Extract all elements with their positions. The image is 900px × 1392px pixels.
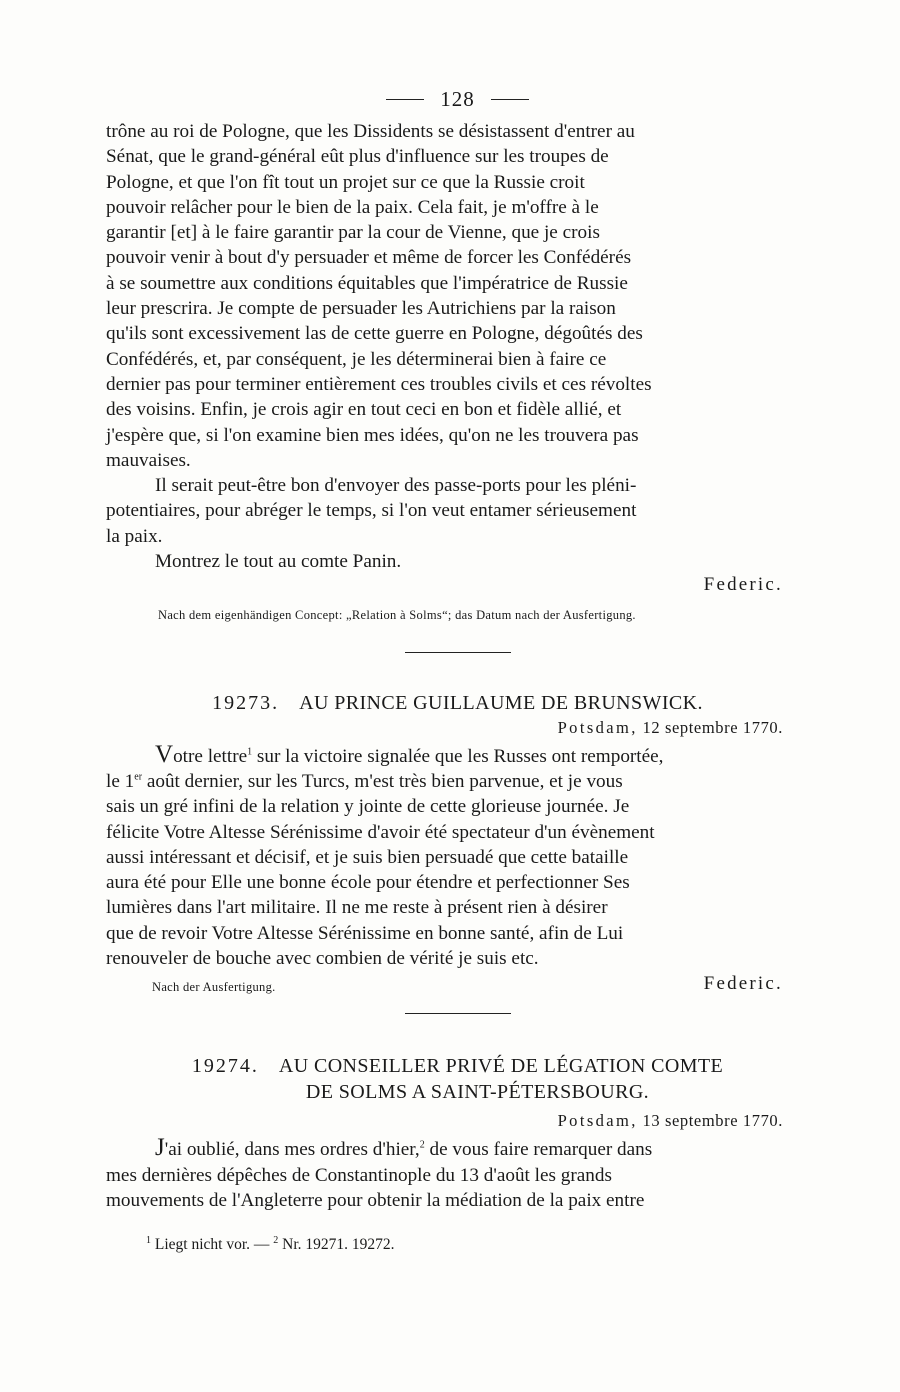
text-line: mouvements de l'Angleterre pour obtenir la médiation de la paix entre [106,1189,645,1211]
letter-number: 19274. [191,1055,259,1078]
section-rule-2 [405,1013,511,1014]
panin-line: Montrez le tout au comte Panin. [155,550,402,572]
right-dash [491,99,529,100]
footnote-ref-1[interactable]: 1 [247,746,253,758]
initial-letter: V [155,740,174,768]
text-line: mauvaises. [106,449,191,471]
initial-letter: J [155,1134,165,1162]
letter-lines [106,1163,809,1214]
letter-heading-19273 [106,690,809,716]
signature-2: Federic. [703,973,783,995]
text-line: qu'ils sont excessivement las de cette guerre en Pologne, dégoûtés des [106,323,643,345]
letter-19273 [106,690,809,996]
text-line: Sénat, que le grand-général eût plus d'influence sur les troupes de [106,146,609,168]
text-line: lumières dans l'art militaire. Il ne me reste à présent rien à désirer [106,897,608,919]
letter-second-line [106,769,809,794]
letter-first-line [106,742,809,769]
top-paragraph [106,119,809,473]
letter-heading-19274 [106,1053,809,1105]
letter-date: 12 septembre 1770. [642,717,783,737]
page-number-header [106,86,809,112]
letter-place: Potsdam, [557,1111,638,1131]
letter-number: 19273. [212,691,280,714]
left-dash [386,99,424,100]
text-line: félicite Votre Altesse Sérénissime d'avoir été spectateur d'un évènement [106,821,655,843]
letter-19274 [106,1053,809,1213]
letter-date-19274 [106,1109,809,1133]
text-line: aussi intéressant et décisif, et je suis bien persuadé que cette bataille [106,846,629,868]
continued-letter [106,119,809,629]
source-note-2: Nach der Ausfertigung. [152,980,276,995]
text-line: mes dernières dépêches de Constantinople du 13 d'août les grands [106,1164,612,1186]
text-line: des voisins. Enfin, je crois agir en tout ceci en bon et fidèle allié, et [106,399,622,421]
footnote-text-1: Liegt nicht vor. — [151,1236,274,1254]
text-line: renouveler de bouche avec combien de vérité je suis etc. [106,948,539,970]
line-text: otre lettre [173,745,248,767]
letter-title-2: DE SOLMS A SAINT-PÉTERSBOURG. [305,1081,650,1104]
section-rule-1 [405,652,511,653]
line-text: le 1 [106,770,135,792]
footnote-ref-2[interactable]: 2 [419,1139,425,1151]
text-line: Confédérés, et, par conséquent, je les déterminerai bien à faire ce [106,348,607,370]
text-line: à se soumettre aux conditions équitables que l'impératrice de Russie [106,272,628,294]
text-line: que de revoir Votre Altesse Sérénissime en bonne santé, afin de Lui [106,922,624,944]
passports-paragraph [106,473,809,549]
letter-place: Potsdam, [557,717,638,737]
letter-footer-19273 [106,973,809,995]
line-text: 'ai oublié, dans mes ordres d'hier, [164,1139,420,1161]
line-text: sur la victoire signalée que les Russes ont remportée, [252,745,664,767]
letter-title: AU PRINCE GUILLAUME DE BRUNSWICK. [299,691,703,714]
text-line: sais un gré infini de la relation y jointe de cette glorieuse journée. Je [106,796,630,818]
signature-1: Federic. [703,574,783,596]
footnote-mark-1: 1 [146,1235,151,1247]
text-line: Il serait peut-être bon d'envoyer des passe-ports pour les pléni- [155,475,637,497]
closing-row [106,549,809,574]
page-number: 128 [440,86,475,111]
source-note-1: Nach dem eigenhändigen Concept: „Relation à Solms“; das Datum nach der Ausfertigung. [158,608,636,623]
text-line: aura été pour Elle une bonne école pour étendre et perfectionner Ses [106,872,630,894]
letter-lines [106,794,809,971]
text-line: trône au roi de Pologne, que les Dissidents se désistassent d'entrer au [106,121,635,142]
text-line: dernier pas pour terminer entièrement ces troubles civils et ces révoltes [106,373,652,395]
document-page [106,86,809,1256]
ordinal-suffix: er [134,771,143,783]
text-line: leur prescrira. Je compte de persuader les Autrichiens par la raison [106,298,616,320]
footnote-mark-2: 2 [273,1235,279,1247]
letter-title-1: AU CONSEILLER PRIVÉ DE LÉGATION COMTE [278,1055,724,1078]
footnote-text-2: Nr. 19271. 19272. [278,1236,395,1254]
text-line: Pologne, et que l'on fît tout un projet sur ce que la Russie croit [106,171,585,193]
line-text: août dernier, sur les Turcs, m'est très bien parvenue, et je vous [142,770,623,792]
text-line: garantir [et] à le faire garantir par la cour de Vienne, que je crois [106,222,600,244]
letter-date: 13 septembre 1770. [642,1111,783,1131]
letter-first-line [106,1135,809,1162]
letter-body-19273 [106,742,809,972]
text-line: la paix. [106,525,163,547]
text-line: pouvoir venir à bout d'y persuader et même de forcer les Confédérés [106,247,632,269]
text-line: potentiaires, pour abréger le temps, si l'on veut entamer sérieusement [106,500,637,522]
letter-heading-line-1 [106,1053,809,1079]
footnotes [106,1234,809,1256]
text-line: pouvoir relâcher pour le bien de la paix. Cela fait, je m'offre à le [106,196,599,218]
letter-body-19274 [106,1135,809,1213]
signature-row-1 [106,572,809,597]
line-text: de vous faire remarquer dans [424,1139,653,1161]
letter-date-19273 [106,716,809,740]
text-line: j'espère que, si l'on examine bien mes idées, qu'on ne les trouvera pas [106,424,639,446]
